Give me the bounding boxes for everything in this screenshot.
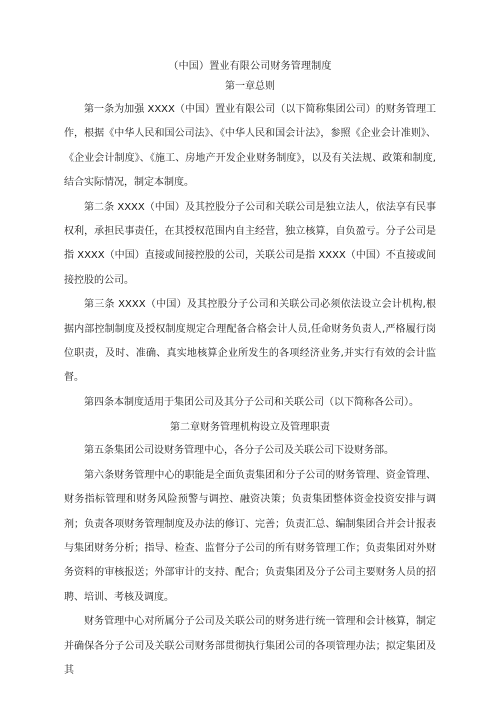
article-1: 第一条为加强 XXXX（中国）置业有限公司（以下简称集团公司）的财务管理工作，根据《中华人民和国公司法》、《中华人民和国会计法》，参照《企业会计准则》、《企业会计制度》、《施工、房地产开发企业财务制度》，以及有关法规、政策和制度,结合实际情况，制定本制度。 <box>64 104 436 189</box>
article-5: 第五条集团公司设财务管理中心，各分子公司及关联公司下设财务部。 <box>84 445 394 457</box>
article-2: 第二条 XXXX（中国）及其控股分子公司和关联公司是独立法人，依法享有民事权利，承担民事责任，在其授权范围内自主经营，独立核算，自负盈亏。分子公司是指 XXXX（中国）直接或间接控股的公司，关联公司是指 XXXX（中国）不直接或间接控股的公司。 <box>64 201 436 286</box>
article-3: 第三条 XXXX（中国）及其控股分子公司和关联公司必须依法设立会计机构,根据内部控制制度及授权制度规定合理配备合格会计人员,任命财务负责人,严格履行岗位职责，及时、准确、真实地核算企业所发生的各项经济业务,并实行有效的会计监督。 <box>64 299 436 384</box>
article-4: 第四条本制度适用于集团公司及其分子公司和关联公司（以下简称各公司）。 <box>84 396 419 408</box>
chapter-2-heading: 第二章财务管理机构设立及管理职责 <box>170 422 330 434</box>
chapter-1-heading: 第一章总则 <box>225 81 275 92</box>
article-6: 第六条财务管理中心的职能是全面负责集团和分子公司的财务管理、资金管理、财务指标管理和财务风险预警与调控、融资决策；负责集团整体资金投资安排与调剂；负责各项财务管理制度及办法的修订、完善；负责汇总、编制集团合并会计报表与集团财务分析；指导、检查、监督分子公司的所有财务管理工作；负责集团对外财务资料的审核报送；外部审计的支持、配合；负责集团及分子公司主要财务人员的招聘、培训、考核及调度。 <box>64 469 436 603</box>
article-6-continued: 财务管理中心对所属分子公司及关联公司的财务进行统一管理和会计核算，制定并确保各分子公司及关联公司财务部贯彻执行集团公司的各项管理办法；拟定集团及其 <box>64 616 436 676</box>
document-title: （中国）置业有限公司财务管理制度 <box>168 61 332 72</box>
